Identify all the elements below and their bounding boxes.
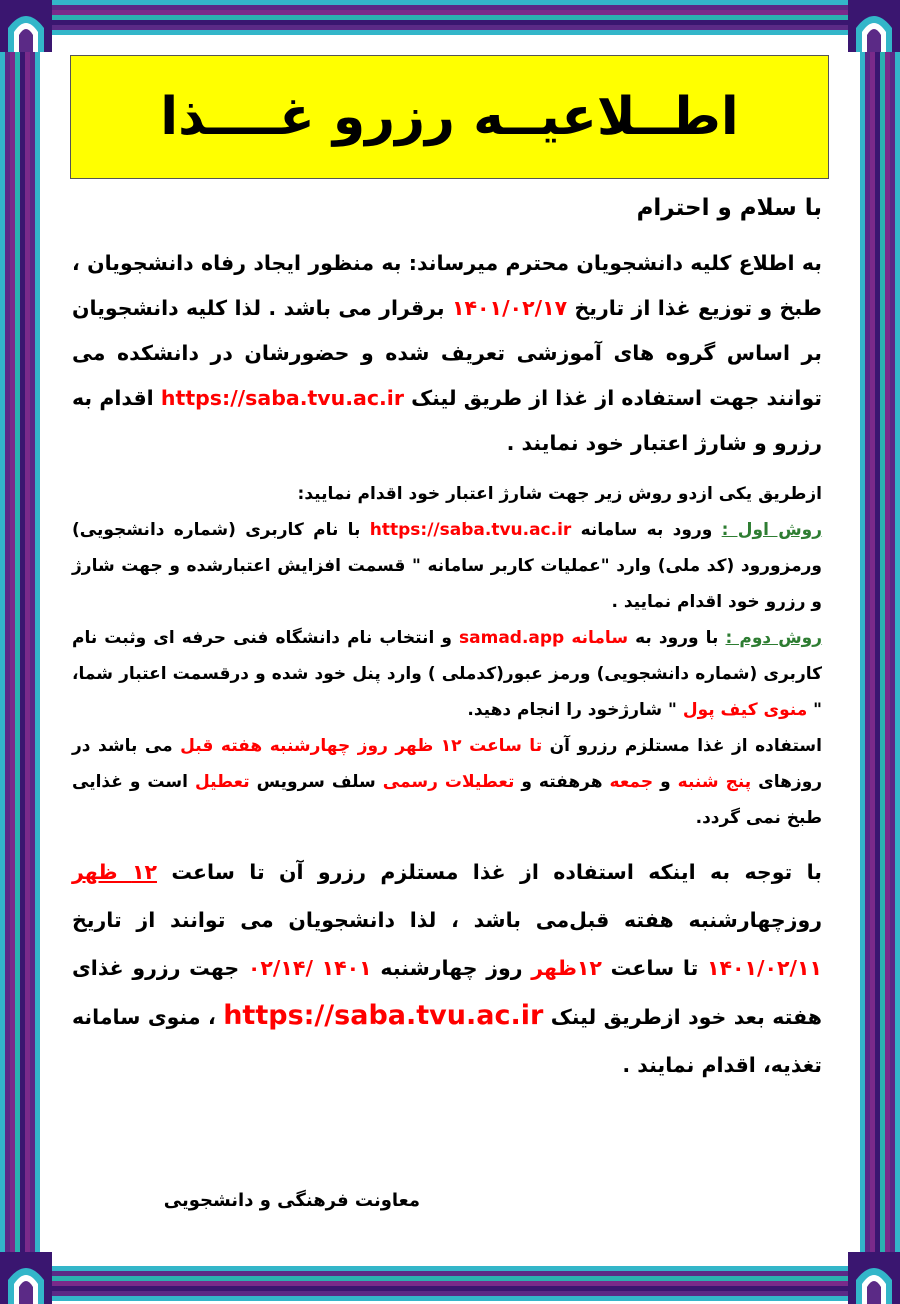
method-two-text: با ورود به — [635, 628, 719, 648]
note-text: استفاده از غذا مستلزم رزرو آن — [549, 736, 822, 756]
note-text: هرهفته و — [521, 772, 603, 792]
method-one-text: ورود به سامانه — [580, 520, 713, 540]
frame-top — [0, 0, 900, 38]
final-paragraph — [72, 848, 822, 1089]
final-text: جهت رزرو غذای هفته بعد خود ازطریق لینک — [72, 956, 823, 1029]
note-text: می باشد در روزهای — [72, 736, 823, 792]
holidays-text: تعطیلات رسمی — [382, 772, 515, 792]
method-two-text: و انتخاب نام دانشگاه فنی حرفه ای وثبت نام کاربری (شماره دانشجویی) ورمز عبور(کدملی ) وارد پنل خود شده و درقسمت اعتبار شما، " — [72, 628, 822, 720]
samad-link[interactable]: samad.app — [459, 628, 565, 648]
page-title: اطــلاعیــه رزرو غــــذا — [160, 87, 739, 147]
final-text: تا ساعت — [610, 956, 699, 980]
method-one — [72, 512, 822, 620]
methods-intro: ازطریق یکی ازدو روش زیر جهت شارژ اعتبار خود اقدام نمایید: — [297, 484, 822, 504]
system-word: سامانه — [571, 628, 629, 648]
final-text: روز چهارشنبه — [380, 956, 523, 980]
start-date: ۱۴۰۱/۰۲/۱۷ — [452, 296, 568, 320]
noon-time: ۱۲ ظهر — [72, 860, 157, 884]
intro-text: برقرار می باشد . لذا کلیه دانشجویان بر اساس گروه های آموزشی تعریف شده و حضورشان در دانشکده می توانند جهت استفاده از غذا از طریق لینک — [72, 296, 822, 410]
intro-paragraph — [72, 241, 822, 466]
title-banner — [70, 55, 829, 179]
wallet-menu-text: منوی کیف پول — [682, 700, 808, 720]
frame-left — [0, 0, 50, 1304]
closed-text: تعطیل — [194, 772, 250, 792]
method-two — [72, 620, 822, 728]
final-text: با توجه به اینکه استفاده از غذا مستلزم رزرو آن تا ساعت — [171, 860, 822, 884]
arch-ornament-icon — [848, 0, 900, 52]
note-text: سلف سرویس — [256, 772, 376, 792]
arch-ornament-icon — [0, 1252, 52, 1304]
end-date: ۱۴۰۱ /۰۲/۱۴ — [247, 956, 372, 980]
method-two-text: " شارژخود را انجام دهید. — [467, 700, 677, 720]
method-two-label: روش دوم : — [725, 628, 823, 648]
noon-time: ۱۲ظهر — [531, 956, 602, 980]
method-one-label: روش اول : — [721, 520, 823, 540]
signature: معاونت فرهنگی و دانشجویی — [163, 1190, 420, 1211]
arch-ornament-icon — [848, 1252, 900, 1304]
final-text: ، منوی سامانه تغذیه، اقدام نمایند . — [72, 1005, 822, 1077]
reservation-note — [72, 728, 822, 836]
method-one-text: با نام کاربری (شماره دانشجویی) ورمزورود (کد ملی) وارد "عملیات کاربر سامانه " قسمت افزایش اعتبارشده و جهت شارژ و رزرو خود اقدام نمایید . — [72, 520, 822, 612]
greeting: با سلام و احترام — [636, 195, 822, 221]
frame-bottom — [0, 1266, 900, 1304]
note-text: و — [660, 772, 671, 792]
friday-text: جمعه — [609, 772, 654, 792]
announcement-body — [72, 195, 822, 1089]
note-text: است و غذایی طبخ نمی گردد. — [72, 772, 822, 828]
frame-right — [850, 0, 900, 1304]
final-text: روزچهارشنبه هفته قبل‌می باشد ، لذا دانشجویان می توانند از تاریخ — [72, 908, 822, 932]
intro-text: اقدام به رزرو و شارژ اعتبار خود نمایند . — [72, 386, 822, 455]
saba-link[interactable]: https://saba.tvu.ac.ir — [160, 386, 404, 410]
intro-text: به اطلاع کلیه دانشجویان محترم میرساند: به منظور ایجاد رفاه دانشجویان ، طبخ و توزیع غذا از تاریخ — [72, 251, 822, 320]
thursday-text: پنج شنبه — [677, 772, 752, 792]
start-date: ۱۴۰۱/۰۲/۱۱ — [706, 956, 823, 980]
deadline-text: تا ساعت ۱۲ ظهر روز چهارشنبه هفته قبل — [180, 736, 543, 756]
arch-ornament-icon — [0, 0, 52, 52]
saba-link[interactable]: https://saba.tvu.ac.ir — [369, 520, 572, 540]
saba-link[interactable]: https://saba.tvu.ac.ir — [223, 1000, 544, 1031]
